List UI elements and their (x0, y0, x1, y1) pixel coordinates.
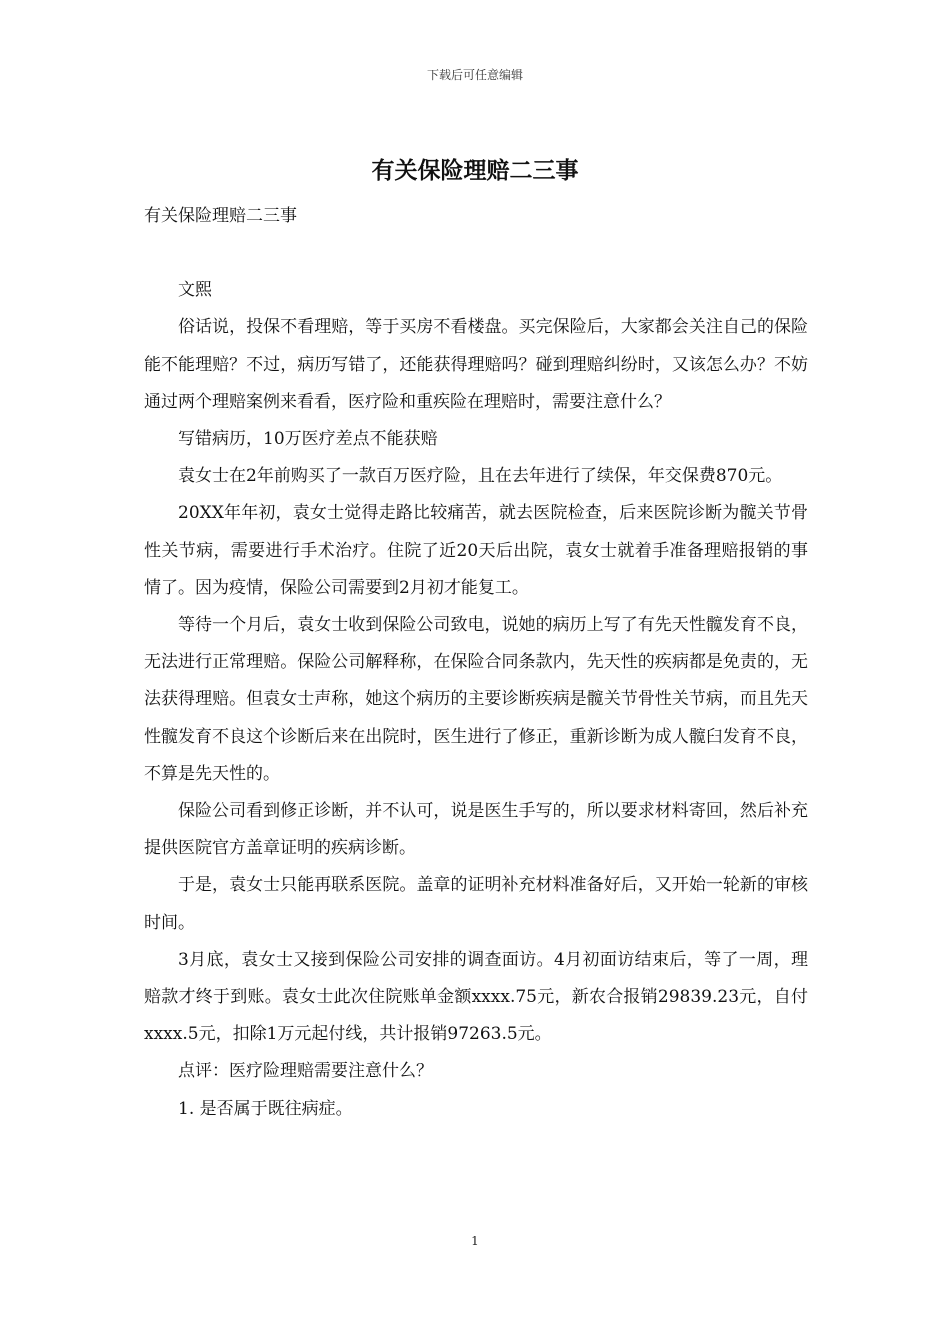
blank-line (144, 235, 808, 272)
paragraph: 袁女士在2年前购买了一款百万医疗险，且在去年进行了续保，年交保费870元。 (178, 466, 783, 487)
document-subtitle: 有关保险理赔二三事 (144, 206, 297, 226)
page-number: 1 (471, 1234, 479, 1248)
list-item: 1. 是否属于既往病症。 (178, 1098, 353, 1119)
review-heading: 点评：医疗险理赔需要注意什么？ (178, 1061, 433, 1082)
paragraph: 20XX年年初，袁女士觉得走路比较痛苦，就去医院检查，后来医院诊断为髋关节骨性关节病，需要进行手术治疗。住院了近20天后出院，袁女士就着手准备理赔报销的事情了。因为疫情，保险公司需要到2月初才能复工。 (144, 503, 808, 598)
paragraph: 等待一个月后，袁女士收到保险公司致电，说她的病历上写了有先天性髋发育不良，无法进行正常理赔。保险公司解释称，在保险合同条款内，先天性的疾病都是免责的，无法获得理赔。但袁女士声称，她这个病历的主要诊断疾病是髋关节骨性关节病，而且先天性髋发育不良这个诊断后来在出院时，医生进行了修正，重新诊断为成人髋臼发育不良，不算是先天性的。 (144, 615, 808, 784)
section-heading: 写错病历，10万医疗差点不能获赔 (178, 429, 438, 450)
document-body (144, 198, 808, 1128)
paragraph: 于是，袁女士只能再联系医院。盖章的证明补充材料准备好后，又开始一轮新的审核时间。 (144, 875, 808, 933)
page-header-note: 下载后可任意编辑 (426, 68, 523, 82)
paragraph: 俗话说，投保不看理赔，等于买房不看楼盘。买完保险后，大家都会关注自己的保险能不能理赔？不过，病历写错了，还能获得理赔吗？碰到理赔纠纷时，又该怎么办？不妨通过两个理赔案例来看看，医疗险和重疾险在理赔时，需要注意什么？ (144, 317, 808, 412)
paragraph: 保险公司看到修正诊断，并不认可，说是医生手写的，所以要求材料寄回，然后补充提供医院官方盖章证明的疾病诊断。 (144, 801, 808, 859)
document-title: 有关保险理赔二三事 (371, 157, 579, 184)
author-line: 文熙 (178, 280, 212, 301)
paragraph: 3月底，袁女士又接到保险公司安排的调查面访。4月初面访结束后，等了一周，理赔款才终于到账。袁女士此次住院账单金额xxxx.75元，新农合报销29839.23元，自付xxxx.5元，扣除1万元起付线，共计报销97263.5元。 (144, 949, 808, 1045)
